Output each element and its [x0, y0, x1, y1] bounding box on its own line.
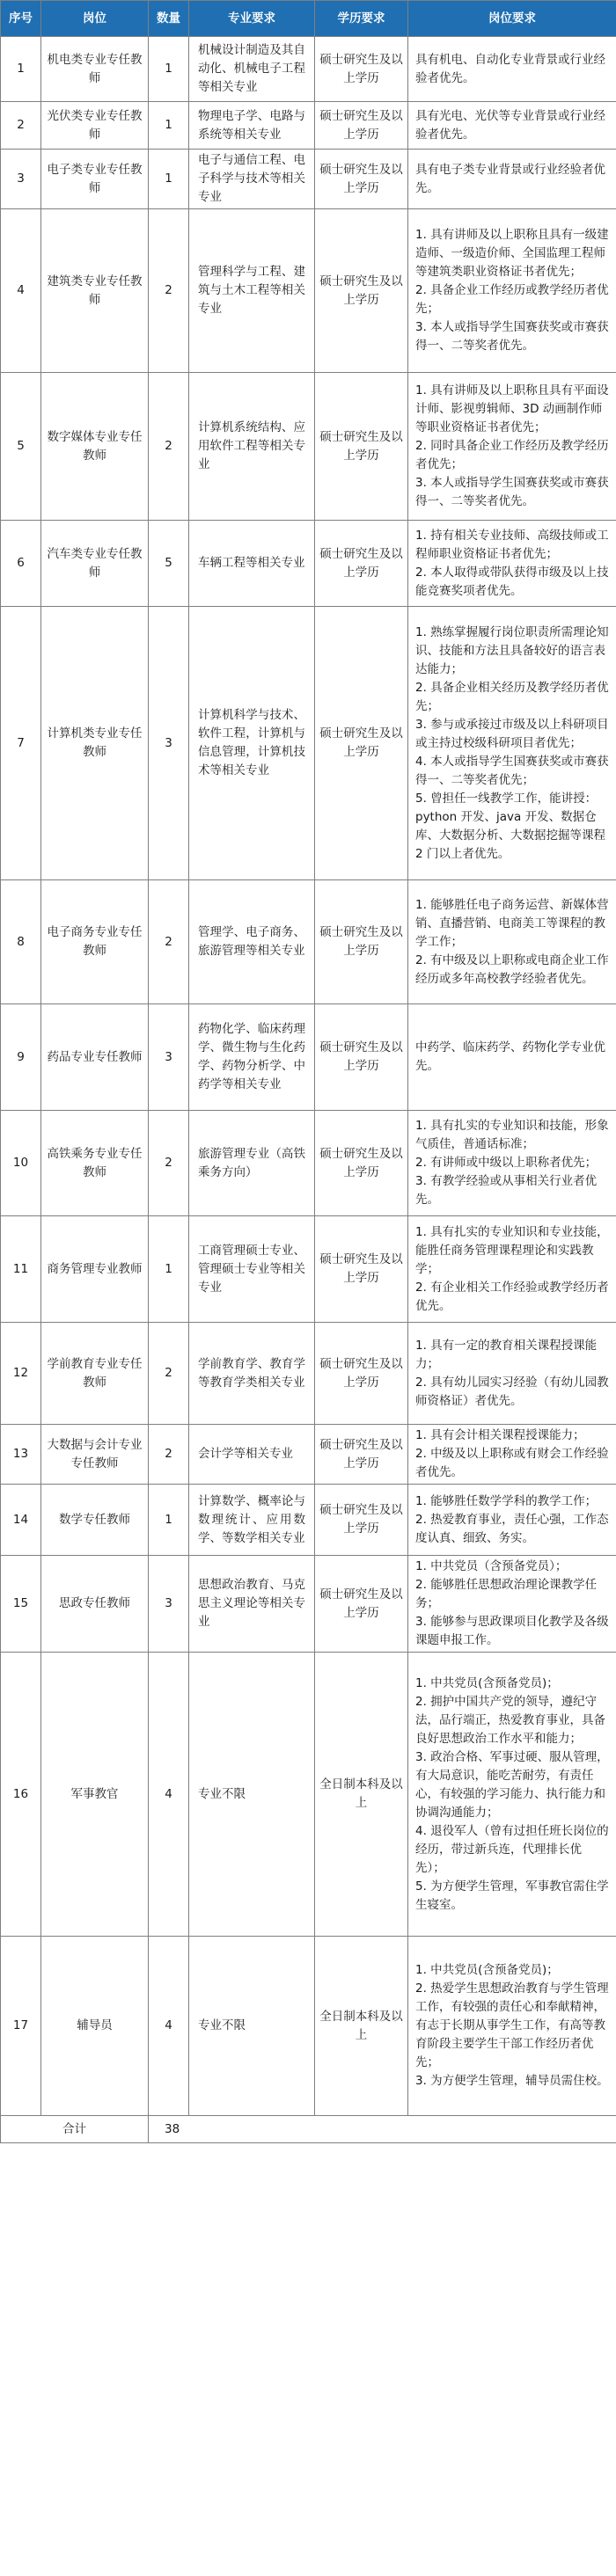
row-requirements — [408, 1425, 616, 1485]
table-row — [1, 1556, 616, 1653]
row-position: 高铁乘务专业专任教师 — [41, 1111, 149, 1216]
row-position: 建筑类专业专任教师 — [41, 209, 149, 373]
row-major: 机械设计制造及其自动化、机械电子工程等相关专业 — [189, 37, 315, 102]
row-index: 17 — [1, 1937, 41, 2116]
requirement-line: 2. 热爱学生思想政治教育与学生管理工作，有较强的责任心和奉献精神，有志于长期从事学生工作，有高等教育阶段主要学生干部工作经历者优先； — [415, 1981, 609, 2069]
requirement-line: 2. 能够胜任思想政治理论课教学任务； — [415, 1578, 598, 1610]
header-quantity: 数量 — [149, 1, 189, 37]
row-education: 硕士研究生及以上学历 — [315, 102, 408, 150]
row-quantity: 2 — [149, 373, 189, 521]
table-row — [1, 102, 616, 150]
row-position: 商务管理专业教师 — [41, 1216, 149, 1323]
table-row — [1, 1004, 616, 1111]
row-quantity: 3 — [149, 607, 189, 880]
requirement-line: 3. 能够参与思政课项目化教学及各级课题申报工作。 — [415, 1615, 609, 1647]
requirement-line: 1. 具有扎实的专业知识和技能，形象气质佳，普通话标准； — [415, 1119, 609, 1151]
row-requirements — [408, 607, 616, 880]
requirement-line: 2. 热爱教育事业，责任心强，工作态度认真、细致、务实。 — [415, 1512, 609, 1545]
row-requirements — [408, 1004, 616, 1111]
row-position: 思政专任教师 — [41, 1556, 149, 1653]
row-index: 9 — [1, 1004, 41, 1111]
row-index: 11 — [1, 1216, 41, 1323]
row-position: 光伏类专业专任教师 — [41, 102, 149, 150]
row-requirements — [408, 521, 616, 607]
row-quantity: 2 — [149, 880, 189, 1004]
requirement-line: 1. 能够胜任电子商务运营、新媒体营销、直播营销、电商美工等课程的教学工作； — [415, 897, 609, 949]
row-major: 专业不限 — [189, 1937, 315, 2116]
row-position: 药品专业专任教师 — [41, 1004, 149, 1111]
requirement-line: 1. 具有讲师及以上职称且具有一级建造师、一级造价师、全国监理工程师等建筑类职业资格证书者优先； — [415, 228, 609, 279]
row-education: 硕士研究生及以上学历 — [315, 1485, 408, 1556]
table-row — [1, 1111, 616, 1216]
row-position: 电子类专业专任教师 — [41, 150, 149, 209]
requirement-line: 1. 能够胜任数学学科的教学工作； — [415, 1493, 598, 1508]
table-row — [1, 1485, 616, 1556]
row-major: 药物化学、临床药理学、微生物与生化药学、药物分析学、中药学等相关专业 — [189, 1004, 315, 1111]
row-requirements — [408, 37, 616, 102]
total-row — [1, 2116, 616, 2143]
requirement-line: 1. 具有一定的教育相关课程授课能力； — [415, 1338, 598, 1371]
requirement-line: 1. 中共党员(含预备党员)； — [415, 1963, 559, 1977]
row-quantity: 2 — [149, 209, 189, 373]
row-position: 辅导员 — [41, 1937, 149, 2116]
requirement-line: 中药学、临床药学、药物化学专业优先。 — [415, 1040, 605, 1073]
requirement-line: 2. 具备企业相关经历及教学经历者优先； — [415, 680, 609, 713]
requirement-line: 3. 本人或指导学生国赛获奖或市赛获得一、二等奖者优先。 — [415, 476, 609, 508]
table-row — [1, 150, 616, 209]
row-major: 思想政治教育、马克思主义理论等相关专业 — [189, 1556, 315, 1653]
requirement-line: 5. 曾担任一线教学工作，能讲授：python 开发、java 开发、数据仓库、大数据分析、大数据挖掘等课程 2 门以上者优先。 — [415, 791, 605, 861]
row-education: 硕士研究生及以上学历 — [315, 521, 408, 607]
row-education: 硕士研究生及以上学历 — [315, 209, 408, 373]
header-major-requirement: 专业要求 — [189, 1, 315, 37]
row-major: 工商管理硕士专业、管理硕士专业等相关专业 — [189, 1216, 315, 1323]
row-requirements — [408, 373, 616, 521]
row-requirements — [408, 880, 616, 1004]
row-education: 硕士研究生及以上学历 — [315, 880, 408, 1004]
row-quantity: 2 — [149, 1425, 189, 1485]
requirement-line: 3. 本人或指导学生国赛获奖或市赛获得一、二等奖者优先。 — [415, 320, 609, 353]
row-education: 硕士研究生及以上学历 — [315, 1425, 408, 1485]
requirement-line: 1. 具有讲师及以上职称且具有平面设计师、影视剪辑师、3D 动画制作师等职业资格证书者优先； — [415, 383, 609, 434]
requirement-line: 1. 中共党员（含预备党员）； — [415, 1559, 568, 1573]
row-requirements — [408, 102, 616, 150]
requirement-line: 2. 有中级及以上职称或电商企业工作经历或多年高校教学经验者优先。 — [415, 952, 609, 986]
row-major: 物理电子学、电路与系统等相关专业 — [189, 102, 315, 150]
total-label: 合计 — [1, 2116, 149, 2143]
row-index: 7 — [1, 607, 41, 880]
row-requirements — [408, 1111, 616, 1216]
row-quantity: 1 — [149, 37, 189, 102]
row-requirements — [408, 1653, 616, 1937]
requirement-line: 2. 本人取得或带队获得市级及以上技能竞赛奖项者优先。 — [415, 565, 609, 598]
row-index: 10 — [1, 1111, 41, 1216]
row-index: 3 — [1, 150, 41, 209]
requirement-line: 1. 熟练掌握履行岗位职责所需理论知识、技能和方法且具备较好的语言表达能力； — [415, 624, 609, 676]
row-index: 4 — [1, 209, 41, 373]
requirement-line: 2. 具有幼儿园实习经验（有幼儿园教师资格证）者优先。 — [415, 1375, 609, 1408]
row-major: 专业不限 — [189, 1653, 315, 1937]
row-index: 1 — [1, 37, 41, 102]
row-education: 硕士研究生及以上学历 — [315, 1216, 408, 1323]
requirement-line: 1. 具有会计相关课程授课能力； — [415, 1428, 585, 1442]
row-position: 大数据与会计专业专任教师 — [41, 1425, 149, 1485]
row-quantity: 4 — [149, 1653, 189, 1937]
row-major: 计算机科学与技术、软件工程，计算机与信息管理，计算机技术等相关专业 — [189, 607, 315, 880]
row-education: 硕士研究生及以上学历 — [315, 1323, 408, 1425]
row-index: 2 — [1, 102, 41, 150]
row-requirements — [408, 1323, 616, 1425]
row-quantity: 1 — [149, 1216, 189, 1323]
row-quantity: 2 — [149, 1111, 189, 1216]
requirement-line: 1. 中共党员(含预备党员)； — [415, 1675, 559, 1690]
row-major: 学前教育学、教育学等教育学类相关专业 — [189, 1323, 315, 1425]
requirement-line: 具有光电、光伏等专业背景或行业经验者优先。 — [415, 108, 605, 142]
requirement-line: 2. 具备企业工作经历或教学经历者优先； — [415, 283, 609, 316]
row-quantity: 1 — [149, 1485, 189, 1556]
requirement-line: 3. 为方便学生管理，辅导员需住校。 — [415, 2074, 609, 2088]
row-quantity: 1 — [149, 102, 189, 150]
header-position: 岗位 — [41, 1, 149, 37]
table-row — [1, 607, 616, 880]
table-row — [1, 373, 616, 521]
table-header-row — [1, 1, 616, 37]
row-requirements — [408, 1485, 616, 1556]
row-index: 5 — [1, 373, 41, 521]
row-index: 12 — [1, 1323, 41, 1425]
requirement-line: 2. 拥护中国共产党的领导，遵纪守法，品行端正，热爱教育事业，具备良好思想政治工作水平和能力； — [415, 1694, 605, 1746]
row-index: 8 — [1, 880, 41, 1004]
row-position: 汽车类专业专任教师 — [41, 521, 149, 607]
row-index: 14 — [1, 1485, 41, 1556]
row-education: 硕士研究生及以上学历 — [315, 1556, 408, 1653]
row-education: 硕士研究生及以上学历 — [315, 150, 408, 209]
requirement-line: 1. 持有相关专业技师、高级技师或工程师职业资格证书者优先； — [415, 528, 609, 561]
requirement-line: 3. 政治合格、军事过硬、服从管理，有大局意识，能吃苦耐劳，有责任心，有较强的学习能力、执行能力和协调沟通能力； — [415, 1749, 609, 1820]
row-requirements — [408, 209, 616, 373]
row-major: 电子与通信工程、电子科学与技术等相关专业 — [189, 150, 315, 209]
row-position: 军事教官 — [41, 1653, 149, 1937]
row-major: 计算数学、概率论与数理统计、应用数学、等数学相关专业 — [189, 1485, 315, 1556]
requirement-line: 具有电子类专业背景或行业经验者优先。 — [415, 162, 605, 195]
row-major: 管理科学与工程、建筑与土木工程等相关专业 — [189, 209, 315, 373]
total-value: 38 — [149, 2116, 616, 2143]
requirement-line: 2. 有企业相关工作经验或教学经历者优先。 — [415, 1280, 609, 1313]
row-education: 硕士研究生及以上学历 — [315, 1111, 408, 1216]
row-index: 15 — [1, 1556, 41, 1653]
row-position: 数学专任教师 — [41, 1485, 149, 1556]
row-position: 机电类专业专任教师 — [41, 37, 149, 102]
row-requirements — [408, 1216, 616, 1323]
row-quantity: 2 — [149, 1323, 189, 1425]
row-education: 全日制本科及以上 — [315, 1937, 408, 2116]
requirement-line: 4. 本人或指导学生国赛获奖或市赛获得一、二等奖者优先； — [415, 754, 609, 787]
row-position: 学前教育专业专任教师 — [41, 1323, 149, 1425]
header-education-requirement: 学历要求 — [315, 1, 408, 37]
requirement-line: 3. 有教学经验或从事相关行业者优先。 — [415, 1174, 598, 1207]
table-row — [1, 1653, 616, 1937]
header-position-requirement: 岗位要求 — [408, 1, 616, 37]
row-index: 13 — [1, 1425, 41, 1485]
row-index: 6 — [1, 521, 41, 607]
row-major: 车辆工程等相关专业 — [189, 521, 315, 607]
row-major: 旅游管理专业（高铁乘务方向） — [189, 1111, 315, 1216]
requirement-line: 2. 同时具备企业工作经历及教学经历者优先； — [415, 439, 609, 471]
row-quantity: 3 — [149, 1004, 189, 1111]
table-row — [1, 880, 616, 1004]
header-index: 序号 — [1, 1, 41, 37]
requirement-line: 5. 为方便学生管理，军事教官需住学生寝室。 — [415, 1879, 609, 1912]
table-row — [1, 1323, 616, 1425]
row-education: 硕士研究生及以上学历 — [315, 1004, 408, 1111]
requirement-line: 4. 退役军人（曾有过担任班长岗位的经历，带过新兵连，代理排长优先）； — [415, 1823, 609, 1875]
row-education: 硕士研究生及以上学历 — [315, 373, 408, 521]
requirement-line: 2. 有讲师或中级以上职称者优先； — [415, 1156, 598, 1170]
row-quantity: 1 — [149, 150, 189, 209]
row-requirements — [408, 1937, 616, 2116]
row-position: 计算机类专业专任教师 — [41, 607, 149, 880]
row-requirements — [408, 1556, 616, 1653]
table-row — [1, 209, 616, 373]
requirement-line: 2. 中级及以上职称或有财会工作经验者优先。 — [415, 1447, 609, 1479]
requirement-line: 3. 参与或承接过市级及以上科研项目或主持过校级科研项目者优先； — [415, 717, 609, 750]
row-education: 硕士研究生及以上学历 — [315, 37, 408, 102]
table-row — [1, 1937, 616, 2116]
row-requirements — [408, 150, 616, 209]
table-row — [1, 1216, 616, 1323]
row-education: 硕士研究生及以上学历 — [315, 607, 408, 880]
row-major: 会计学等相关专业 — [189, 1425, 315, 1485]
row-index: 16 — [1, 1653, 41, 1937]
row-quantity: 5 — [149, 521, 189, 607]
row-quantity: 3 — [149, 1556, 189, 1653]
table-row — [1, 1425, 616, 1485]
table-row — [1, 521, 616, 607]
row-quantity: 4 — [149, 1937, 189, 2116]
row-education: 全日制本科及以上 — [315, 1653, 408, 1937]
requirement-line: 1. 具有扎实的专业知识和专业技能，能胜任商务管理课程理论和实践教学； — [415, 1224, 609, 1276]
row-position: 数字媒体专业专任教师 — [41, 373, 149, 521]
row-major: 计算机系统结构、应用软件工程等相关专业 — [189, 373, 315, 521]
row-position: 电子商务专业专任教师 — [41, 880, 149, 1004]
row-major: 管理学、电子商务、旅游管理等相关专业 — [189, 880, 315, 1004]
table-row — [1, 37, 616, 102]
requirement-line: 具有机电、自动化专业背景或行业经验者优先。 — [415, 52, 605, 85]
